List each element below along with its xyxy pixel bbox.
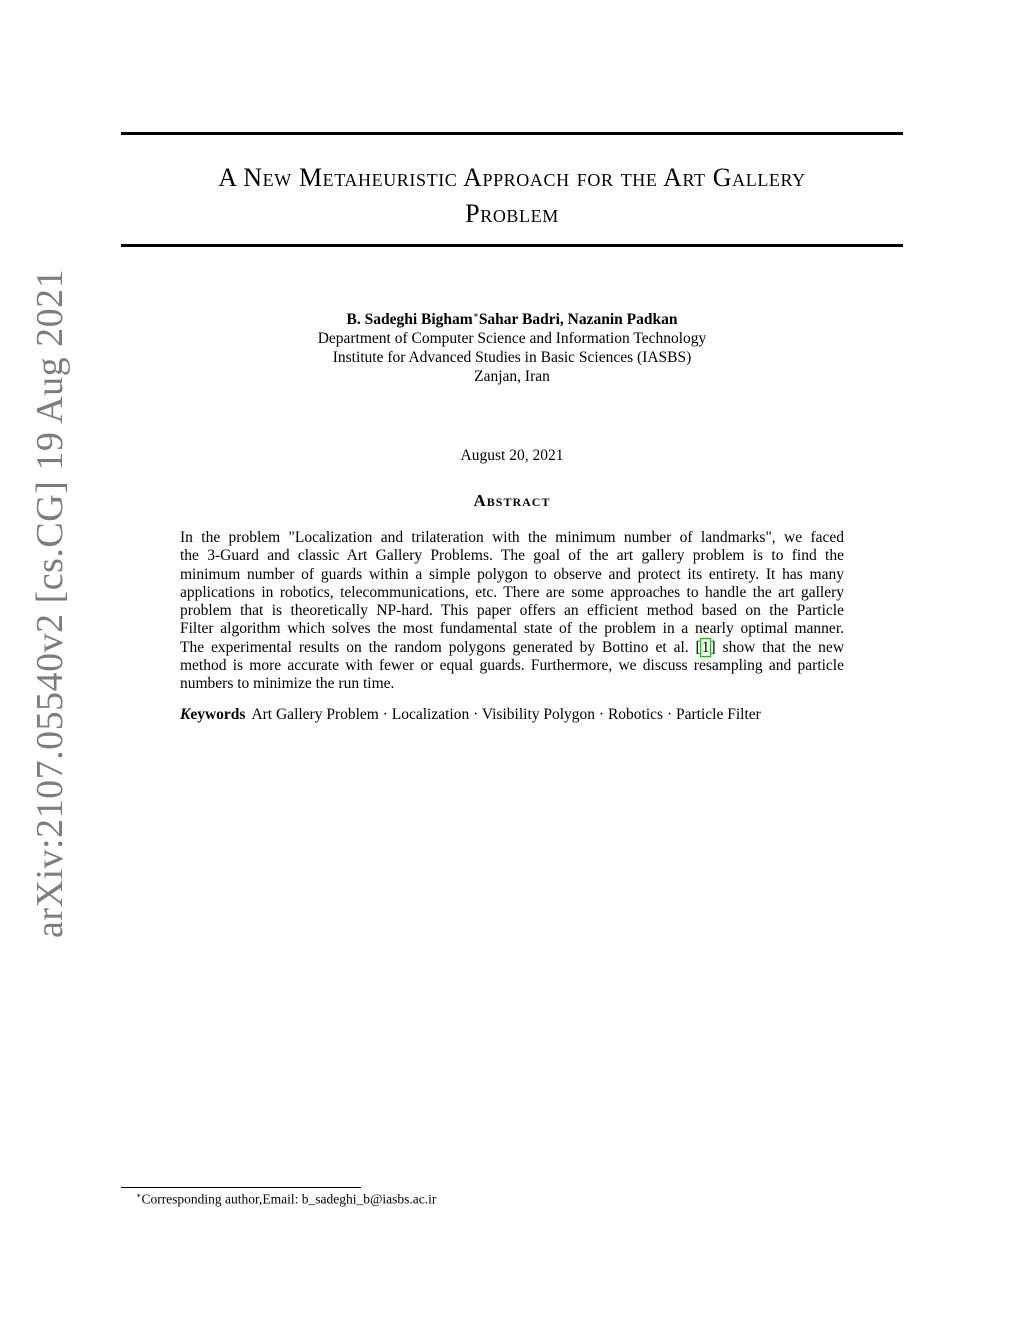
title-line-2: Problem [465,199,559,228]
title-bottom-rule [121,244,903,247]
footnote-rule [121,1187,361,1188]
affiliation-institute: Institute for Advanced Studies in Basic Sciences (IASBS) [332,349,692,367]
abstract-line: minimum number of guards within a simple polygon to observe and protect its entirety. It has many [180,565,844,583]
title-top-rule [121,132,903,135]
other-authors: Sahar Badri, Nazanin Padkan [478,311,678,329]
arxiv-stamp: arXiv:2107.05540v2 [cs.CG] 19 Aug 2021 [29,268,71,938]
keywords-label-rest: eywords [190,706,246,723]
paper-title [121,160,903,232]
footnote [136,1191,436,1208]
keywords-list: Art Gallery Problem · Localization · Visibility Polygon · Robotics · Particle Filter [251,706,761,723]
abstract-line: Filter algorithm which solves the most fundamental state of the problem in a nearly optimal manner. [180,620,844,638]
abstract-line: numbers to minimize the run time. [180,675,395,693]
ref-line-before: The experimental results on the random polygons generated by Bottino et al. [ [180,638,701,656]
abstract-line: the 3-Guard and classic Art Gallery Problems. The goal of the art gallery problem is to find the [180,547,844,565]
abstract-heading: Abstract [473,491,551,510]
affiliation-location: Zanjan, Iran [474,368,550,386]
abstract-line: In the problem "Localization and trilateration with the minimum number of landmarks", we faced [180,529,844,546]
author-block [121,306,903,386]
abstract-line: problem that is theoretically NP-hard. This paper offers an efficient method based on the Particle [180,602,844,620]
abstract-line-with-ref [180,639,844,657]
ref-line-after: ] show that the new [710,638,845,656]
abstract-body [180,529,844,694]
abstract-line: applications in robotics, telecommunications, etc. There are some approaches to handle the art gallery [180,583,844,601]
keywords-label-initial: K [180,706,191,723]
corresponding-marker: ∗ [472,310,479,320]
first-author: B. Sadeghi Bigham [346,311,473,329]
title-line-1: A New Metaheuristic Approach for the Art Gallery [218,163,806,192]
footnote-text: Corresponding author,Email: b_sadeghi_b@iasbs.ac.ir [141,1191,437,1207]
abstract-line: method is more accurate with fewer or equal guards. Furthermore, we discuss resampling and particle [180,657,844,675]
footnote-marker: ∗ [136,1191,142,1200]
citation-link[interactable]: 1 [701,638,710,656]
paper-date: August 20, 2021 [460,447,564,464]
author-names [121,306,903,329]
keywords-label [180,706,245,723]
affiliation-department: Department of Computer Science and Information Technology [317,330,707,348]
keywords [180,706,880,724]
